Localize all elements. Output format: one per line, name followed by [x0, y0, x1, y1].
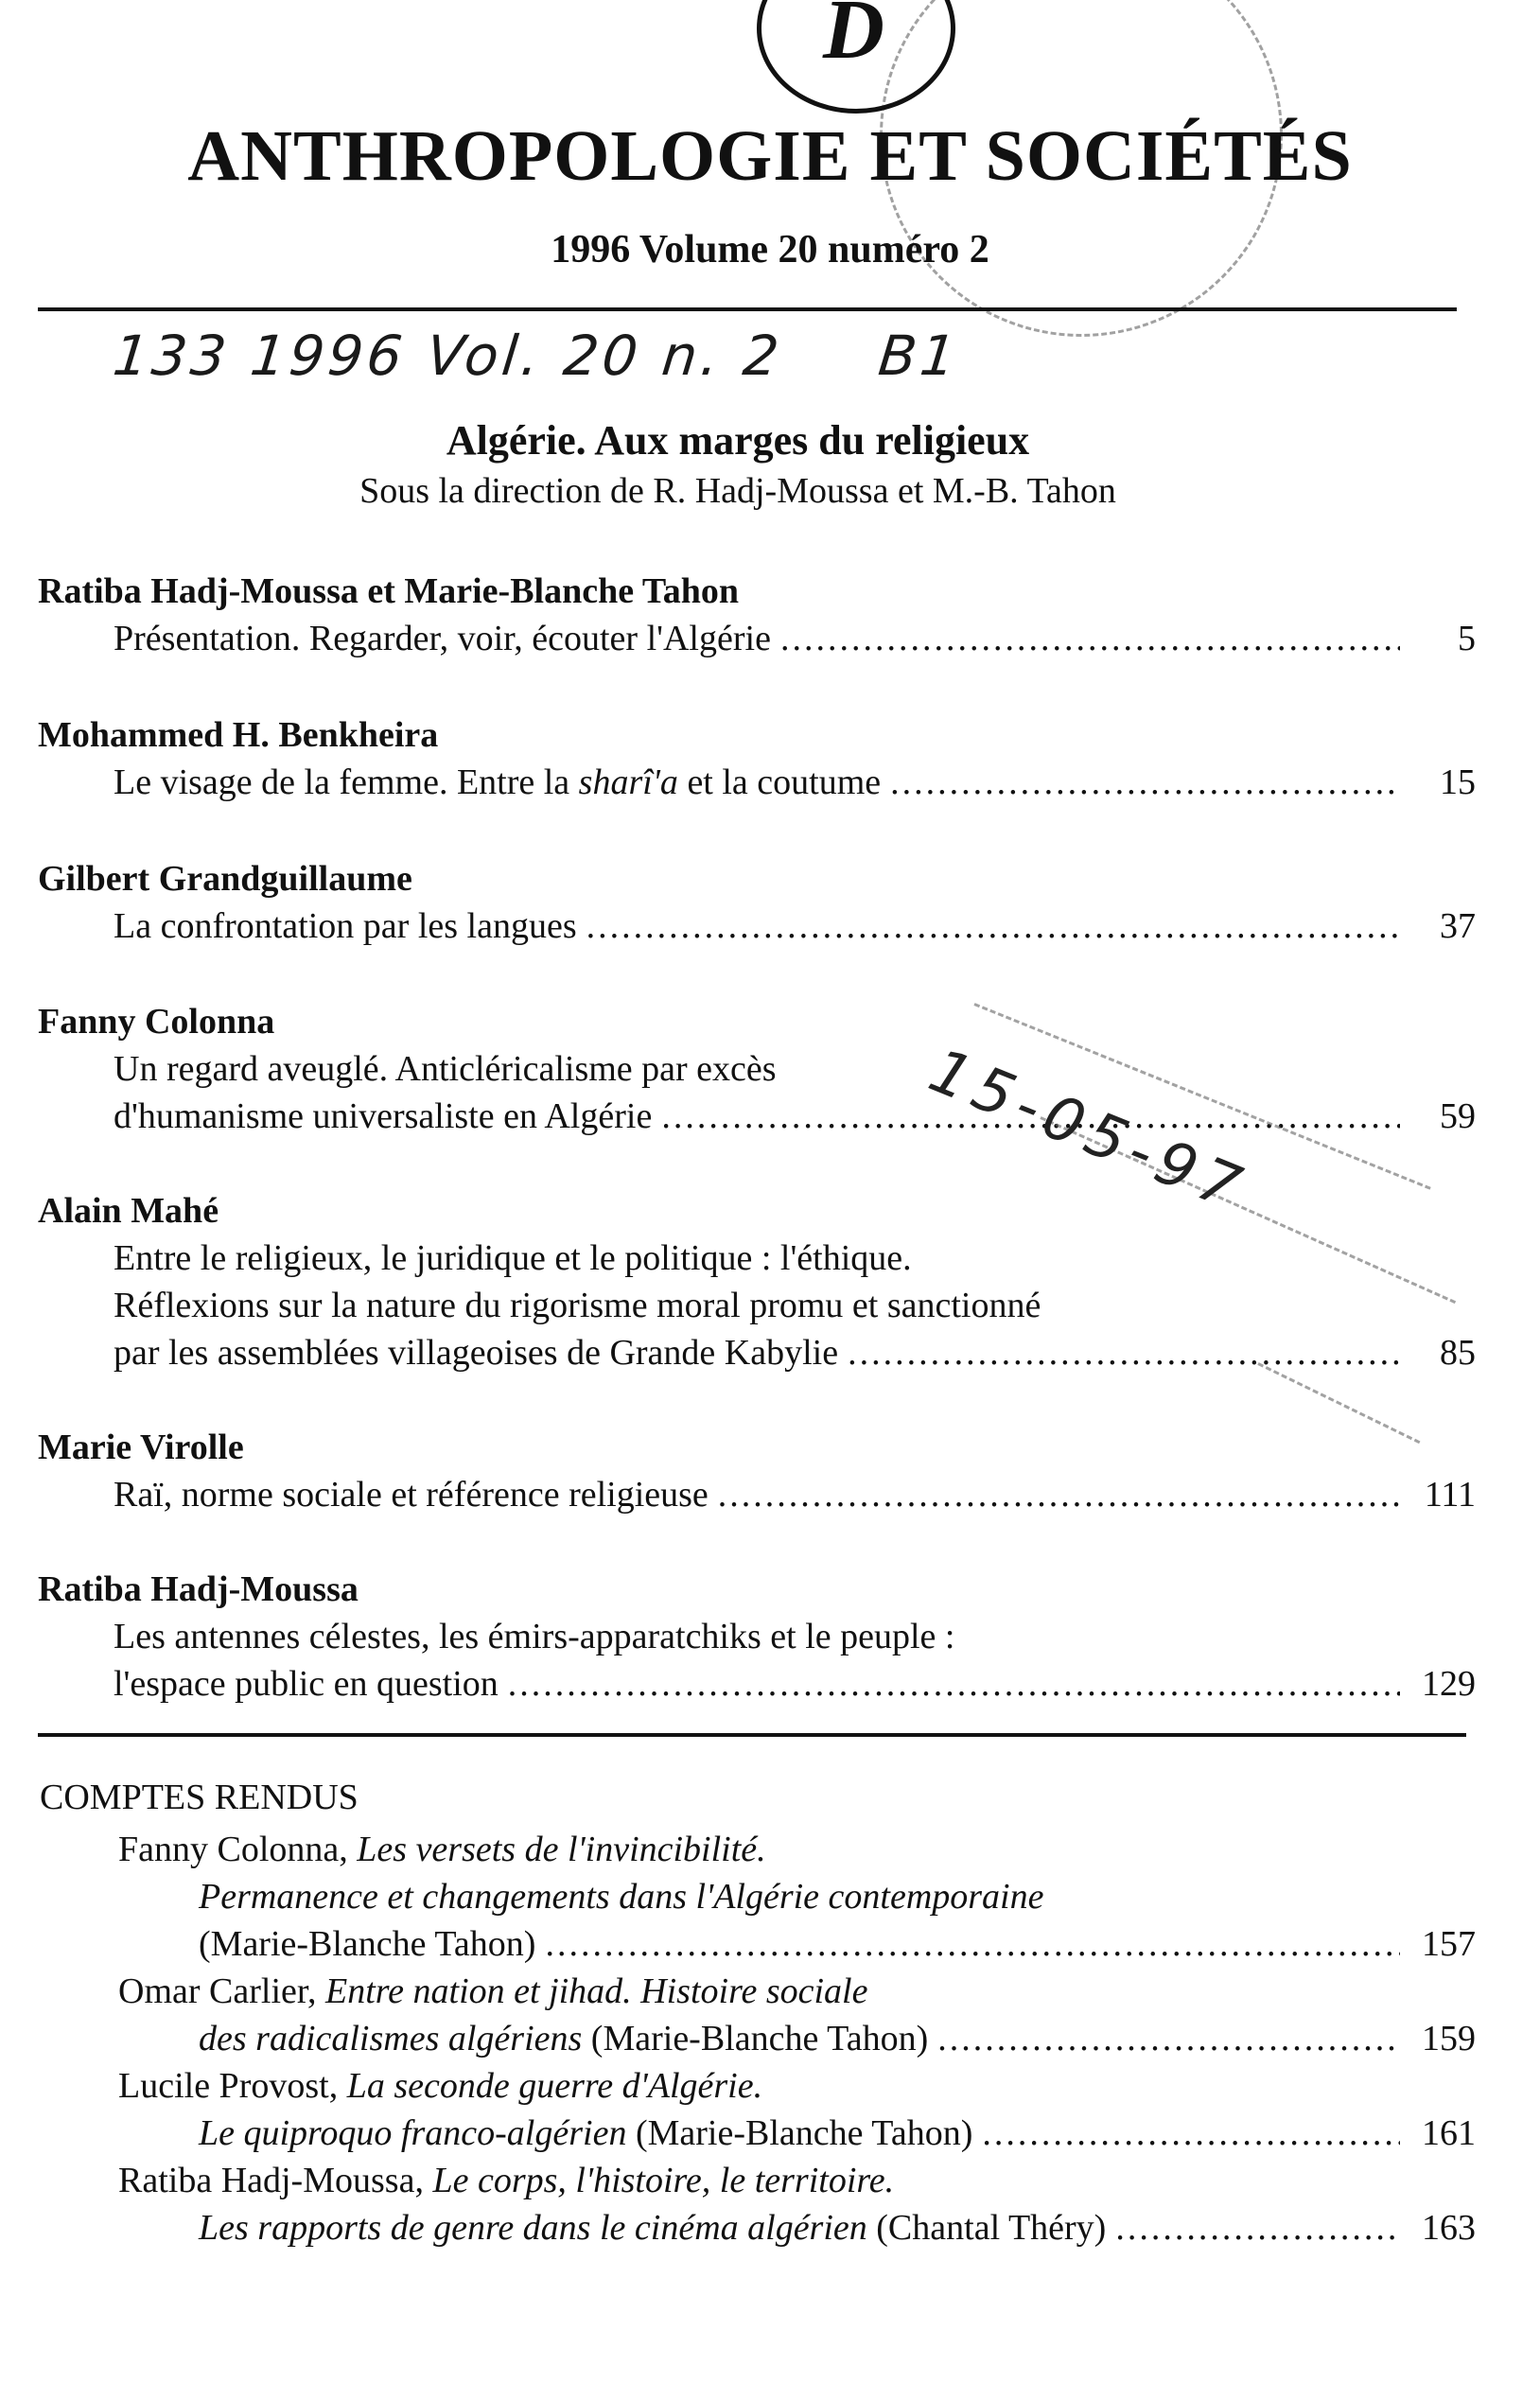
entry-title-line	[38, 1235, 1476, 1282]
leader-dots	[982, 2110, 1400, 2157]
review-reviewer: (Marie-Blanche Tahon)	[199, 1924, 536, 1964]
review-title-cont: Les rapports de genre dans le cinéma algérien (Chantal Théry)	[199, 2208, 1107, 2248]
review-line	[38, 2204, 1476, 2251]
review-line	[38, 2157, 1476, 2204]
review-title: La seconde guerre d'Algérie.	[346, 2066, 763, 2106]
toc-entry	[38, 855, 1476, 950]
entry-author: Gilbert Grandguillaume	[38, 859, 412, 899]
review-line	[38, 1968, 1476, 2015]
review-page: 161	[1422, 2113, 1476, 2153]
entry-author: Mohammed H. Benkheira	[38, 715, 439, 755]
entry-title: Entre le religieux, le juridique et le politique : l'éthique.	[114, 1238, 912, 1278]
entry-author: Alain Mahé	[38, 1191, 219, 1231]
handwritten-ref-text: 133 1996 Vol. 20 n. 2	[110, 324, 786, 388]
journal-title: ANTHROPOLOGIE ET SOCIÉTÉS	[187, 116, 1353, 196]
entry-page: 37	[1440, 906, 1476, 946]
entry-page: 129	[1422, 1664, 1476, 1704]
review-author: Lucile Provost,	[118, 2066, 347, 2106]
entry-author: Ratiba Hadj-Moussa et Marie-Blanche Tahon	[38, 571, 740, 611]
review-line	[38, 2015, 1476, 2062]
entry-page: 5	[1458, 619, 1476, 658]
handwritten-reference	[110, 324, 962, 388]
entry-title-cont: Réflexions sur la nature du rigorisme moral promu et sanctionné	[114, 1286, 1041, 1325]
review-line	[38, 1873, 1476, 1920]
entry-title-line	[38, 902, 1476, 950]
entry-title-line	[38, 1329, 1476, 1376]
review-entry	[38, 2062, 1476, 2157]
leader-dots	[545, 1920, 1400, 1968]
entry-page: 15	[1440, 762, 1476, 802]
leader-dots	[780, 615, 1400, 662]
review-entry	[38, 1826, 1476, 1968]
entry-title: Raï, norme sociale et référence religieuse	[114, 1475, 709, 1515]
entry-author: Marie Virolle	[38, 1428, 244, 1467]
handwritten-tag: B1	[875, 324, 963, 388]
review-title: Les versets de l'invincibilité.	[357, 1830, 766, 1869]
review-line	[38, 1826, 1476, 1873]
received-date-stamp: 15-05-97	[919, 1036, 1257, 1227]
review-line	[38, 1920, 1476, 1968]
entry-page: 111	[1424, 1475, 1476, 1515]
entry-title-cont: d'humanisme universaliste en Algérie	[114, 1096, 653, 1136]
entry-title-line	[38, 1613, 1476, 1660]
entry-title-line	[38, 1660, 1476, 1708]
entry-title-line	[38, 615, 1476, 662]
stamp-d-letter: D	[823, 0, 884, 77]
toc-entry	[38, 711, 1476, 806]
theme-title: Algérie. Aux marges du religieux	[446, 417, 1030, 464]
leader-dots	[718, 1471, 1400, 1518]
theme-subtitle: Sous la direction de R. Hadj-Moussa et M.-B. Tahon	[359, 471, 1116, 511]
toc-entry	[38, 1566, 1476, 1708]
leader-dots	[890, 759, 1400, 806]
entry-title: Présentation. Regarder, voir, écouter l'Algérie	[114, 619, 771, 658]
toc-entry	[38, 568, 1476, 662]
review-page: 159	[1422, 2019, 1476, 2058]
section-rule	[38, 1733, 1466, 1737]
leader-dots	[508, 1660, 1400, 1708]
entry-title: Le visage de la femme. Entre la sharî'a et la coutume	[114, 762, 882, 802]
entry-title-line	[38, 1282, 1476, 1329]
entry-author: Fanny Colonna	[38, 1002, 275, 1042]
review-line	[38, 2062, 1476, 2110]
review-title: Entre nation et jihad. Histoire sociale	[325, 1971, 868, 2011]
review-author: Omar Carlier,	[118, 1971, 326, 2011]
entry-page: 59	[1440, 1096, 1476, 1136]
review-title: Le corps, l'histoire, le territoire.	[432, 2161, 895, 2200]
review-title-cont: Le quiproquo franco-algérien (Marie-Blanche Tahon)	[199, 2113, 973, 2153]
leader-dots	[937, 2015, 1400, 2062]
review-entry	[38, 1968, 1476, 2062]
entry-title: Les antennes célestes, les émirs-apparatchiks et le peuple :	[114, 1617, 955, 1656]
leader-dots	[848, 1329, 1400, 1376]
leader-dots	[586, 902, 1400, 950]
review-entry	[38, 2157, 1476, 2251]
entry-author: Ratiba Hadj-Moussa	[38, 1569, 359, 1609]
entry-title-line	[38, 1471, 1476, 1518]
leader-dots	[1115, 2204, 1400, 2251]
entry-title-cont: par les assemblées villageoises de Grande Kabylie	[114, 1333, 839, 1373]
entry-title: La confrontation par les langues	[114, 906, 577, 946]
issue-line: 1996 Volume 20 numéro 2	[551, 228, 989, 272]
entry-page: 85	[1440, 1333, 1476, 1373]
review-line	[38, 2110, 1476, 2157]
entry-title-line	[38, 1045, 1476, 1093]
entry-title: Un regard aveuglé. Anticléricalisme par excès	[114, 1049, 777, 1089]
review-title-cont: des radicalismes algériens (Marie-Blanche Tahon)	[199, 2019, 929, 2058]
reviews-heading: COMPTES RENDUS	[40, 1778, 359, 1817]
toc-entry	[38, 1424, 1476, 1518]
entry-title-line	[38, 1093, 1476, 1140]
entry-title-line	[38, 759, 1476, 806]
review-page: 163	[1422, 2208, 1476, 2248]
review-author: Fanny Colonna,	[118, 1830, 358, 1869]
review-author: Ratiba Hadj-Moussa,	[118, 2161, 433, 2200]
top-rule	[38, 307, 1457, 311]
entry-title-cont: l'espace public en question	[114, 1664, 499, 1704]
review-page: 157	[1422, 1924, 1476, 1964]
review-title-cont: Permanence et changements dans l'Algérie contemporaine	[199, 1877, 1044, 1917]
